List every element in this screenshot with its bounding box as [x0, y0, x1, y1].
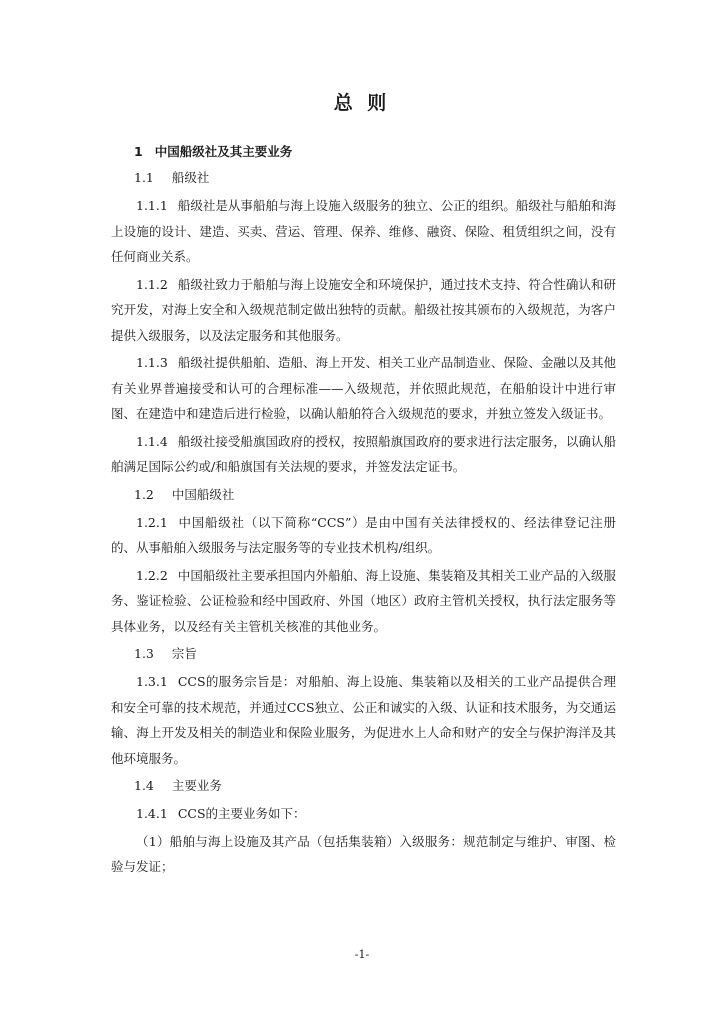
subsection-number: 1.2	[134, 486, 154, 502]
section-number: 1	[134, 144, 143, 159]
clause-number: 1.1.2	[136, 276, 168, 292]
subsection-heading-1-3	[111, 641, 616, 669]
section-heading	[111, 139, 616, 165]
subsection-title: 中国船级社	[171, 486, 235, 502]
clause-text: 中国船级社（以下简称“CCS”）是由中国有关法律授权的、经法律登记注册的、从事船舶入级服务与法定服务等的专业技术机构/组织。	[111, 514, 616, 555]
clause-number: 1.1.3	[136, 355, 168, 370]
clause-text: 船级社致力于船舶与海上设施安全和环境保护，通过技术支持、符合性确认和研究开发，对海上安全和入级规范制定做出独特的贡献。船级社按其颁布的入级规范，为客户提供入级服务，以及法定服务和其他服务。	[111, 276, 616, 343]
subsection-number: 1.1	[134, 170, 154, 185]
section-title: 中国船级社及其主要业务	[154, 144, 293, 159]
list-item-1: （1）船舶与海上设施及其产品（包括集装箱）入级服务：规范制定与维护、审图、检验与发证；	[111, 833, 616, 874]
clause-number: 1.1.1	[136, 198, 168, 213]
paragraph-1-2-2	[111, 563, 616, 640]
clause-text: 船级社接受船旗国政府的授权，按照船旗国政府的要求进行法定服务，以确认船舶满足国际公约或/和船旗国有关法规的要求，并签发法定证书。	[111, 433, 616, 474]
clause-number: 1.1.4	[136, 433, 168, 449]
paragraph-1-1-4	[111, 429, 616, 480]
subsection-heading-1-1	[111, 165, 616, 193]
paragraph-1-3-1	[111, 669, 616, 771]
subsection-title: 船级社	[171, 170, 210, 185]
clause-text: 中国船级社主要承担国内外船舶、海上设施、集装箱及其相关工业产品的入级服务、鉴证检验、公证检验和经中国政府、外国（地区）政府主管机关授权，执行法定服务等具体业务，以及经有关主管机关核准的其他业务。	[111, 567, 616, 634]
paragraph-1-1-3	[111, 350, 616, 427]
paragraph-1-1-2	[111, 272, 616, 349]
clause-text: 船级社是从事船舶与海上设施入级服务的独立、公正的组织。船级社与船舶和海上设施的设计、建造、买卖、营运、管理、保养、维修、融资、保险、租赁组织之间，没有任何商业关系。	[111, 198, 616, 264]
subsection-heading-1-4	[111, 773, 616, 801]
subsection-number: 1.3	[134, 646, 154, 661]
page-title: 总 则	[333, 92, 391, 114]
clause-text: CCS的主要业务如下：	[177, 806, 306, 821]
clause-text: CCS的服务宗旨是：对船舶、海上设施、集装箱以及相关的工业产品提供合理和安全可靠的技术规范，并通过CCS独立、公正和诚实的入级、认证和技术服务，为交通运输、海上开发及相关的制造业和保险业服务，为促进水上人命和财产的安全与保护海洋及其他环境服务。	[111, 674, 616, 766]
paragraph-1-1-1	[111, 193, 616, 270]
paragraph-1-2-1	[111, 510, 616, 561]
document-body	[111, 139, 616, 882]
subsection-title: 主要业务	[171, 778, 222, 793]
paragraph-1-4-1	[111, 801, 616, 827]
clause-number: 1.4.1	[136, 806, 168, 821]
clause-number: 1.3.1	[136, 674, 168, 689]
subsection-number: 1.4	[134, 778, 154, 793]
clause-number: 1.2.1	[136, 514, 168, 530]
subsection-heading-1-2	[111, 482, 616, 510]
page-number: -1-	[354, 948, 370, 961]
subsection-title: 宗旨	[171, 646, 197, 661]
clause-number: 1.2.2	[136, 567, 168, 583]
clause-text: 船级社提供船舶、造船、海上开发、相关工业产品制造业、保险、金融以及其他有关业界普遍接受和认可的合理标准——入级规范，并依照此规范，在船舶设计中进行审图、在建造中和建造后进行检验，以确认船舶符合入级规范的要求，并独立签发入级证书。	[111, 355, 616, 421]
